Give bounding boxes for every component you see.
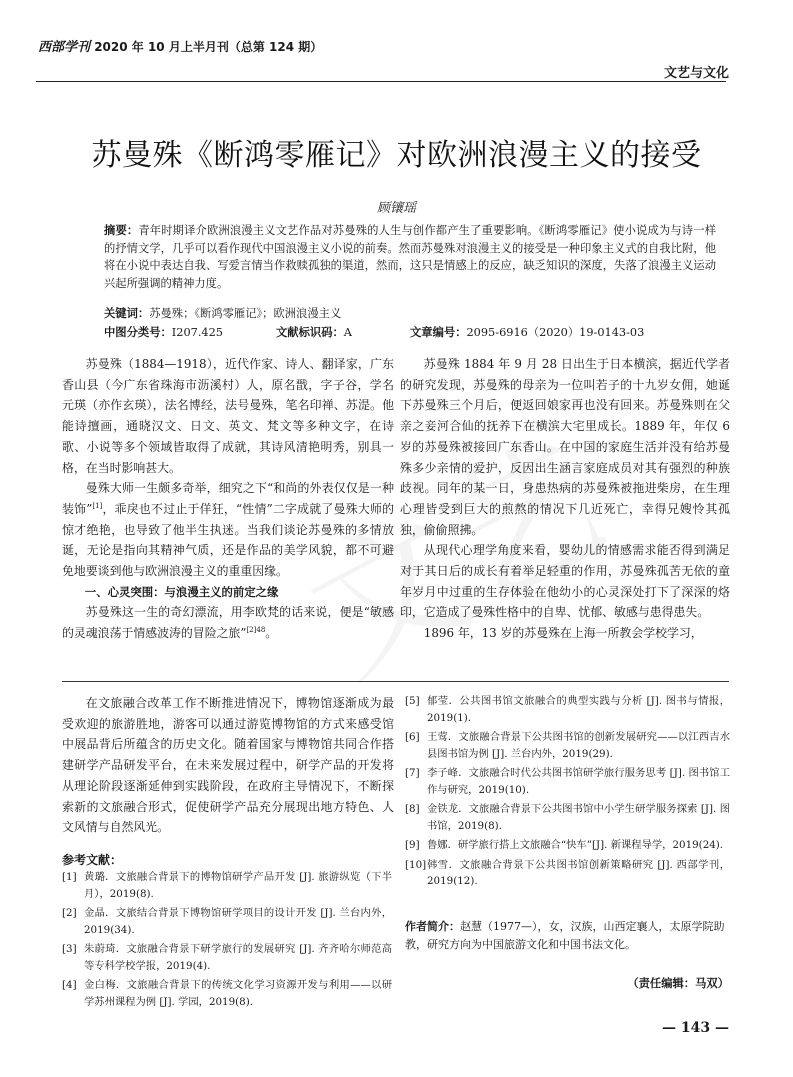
reference-item: [1] 黄璐．文旅融合背景下的博物馆研学产品开发 [J]. 旅游纵览（下半月），2019(8).	[62, 871, 392, 900]
references-left	[62, 869, 392, 1013]
paragraph: 曼殊大师一生颇多奇举，细究之下“和尚的外表仅仅是一种装饰”[1]，乖戾也不过止于佯狂，“性情”二字成就了曼殊大师的惊才绝艳，也导致了他半生执迷。当我们谈论苏曼殊的多情放诞，无论是指向其精神气质，还是作品的美学风貌，都不可避免地要谈到他与欧洲浪漫主义的重重因缘。	[62, 481, 394, 579]
references-right	[405, 693, 730, 893]
reference-item: [10] 韩雪．文旅融合背景下公共图书馆创新策略研究 [J]. 西部学刊，2019(12).	[405, 858, 730, 887]
reference-item: [9] 鲁娜．研学旅行搭上文旅融合“快车”[J]. 新课程导学，2019(24).	[405, 839, 724, 851]
reference-item: [7] 李子峰．文旅融合时代公共图书馆研学旅行服务思考 [J]. 图书馆工作与研究，2019(10).	[405, 767, 730, 796]
reference-item: [6] 王莺．文旅融合背景下公共图书馆的创新发展研究——以江西吉水县图书馆为例 [J]. 兰台内外，2019(29).	[405, 731, 730, 760]
cls-value: I207.425	[171, 326, 223, 339]
citation: [1]	[92, 501, 103, 510]
paragraph: 苏曼殊 1884 年 9 月 28 日出生于日本横滨，据近代学者的研究发现，苏曼殊的母亲为一位叫若子的十九岁女佣，她诞下苏曼殊三个月后，便返回娘家再也没有回来。苏曼殊则在父亲之妾河合仙的抚养下在横滨大宅里成长。1889 年，年仅 6 岁的苏曼殊被接回广东香山。在中国的家庭生活并没有给苏曼殊多少亲情的爱护，反因出生涵言家庭成员对其有强烈的种族歧视。同年的某一日，身患热病的苏曼殊被拖进柴房，在生理心理皆受到巨大的煎熬的情况下几近死亡，幸得兄嫂怜其孤独，偷偷照拂。	[400, 357, 730, 537]
author-note-text: 赵慧（1977—），女，汉族，山西定襄人，太原学院助教，研究方向为中国旅游文化和中国书法文化。	[405, 920, 725, 951]
author-note	[405, 918, 730, 954]
doc-code-value: A	[343, 326, 352, 339]
lower-left-column	[62, 693, 394, 838]
issue-info: 2020 年 10 月上半月刊（总第 124 期）	[94, 40, 323, 54]
reference-item: [8] 金铁龙．文旅融合背景下公共图书馆中小学生研学服务探索 [J]. 图书馆，2019(8).	[405, 803, 730, 832]
abstract-text: 青年时期译介欧洲浪漫主义文艺作品对苏曼殊的人生与创作都产生了重要影响。《断鸿零雁记》使小说成为与诗一样的抒情文学，几乎可以看作现代中国浪漫主义小说的前奏。然而苏曼殊对浪漫主义的接受是一种印象主义式的自我比附，他将在小说中表达自我、写爱言情当作救赎孤独的渠道，然而，这只是情感上的反应，缺乏知识的深度，失落了浪漫主义运动兴起所强调的精神力度。	[104, 224, 716, 290]
paragraph: 从现代心理学角度来看，婴幼儿的情感需求能否得到满足对于其日后的成长有着举足轻重的作用，苏曼殊孤苦无依的童年岁月中过重的生存体验在他幼小的心灵深处打下了深深的烙印，它造成了曼殊性格中的自卑、忧郁、敏感与患得患失。	[400, 543, 730, 620]
reference-item: [2] 金晶．文旅结合背景下博物馆研学项目的设计开发 [J]. 兰台内外，2019(34).	[62, 907, 392, 936]
article-no-value: 2095-6916（2020）19-0143-03	[466, 326, 645, 339]
body-left-column	[62, 354, 394, 644]
references-heading: 参考文献：	[62, 853, 123, 867]
section-heading: 一、心灵突围：与浪漫主义的前定之缘	[84, 584, 279, 599]
keywords	[104, 305, 341, 321]
article-no-label: 文章编号：	[410, 326, 467, 339]
abstract-label: 摘要：	[104, 224, 139, 237]
paragraph: 苏曼殊（1884—1918），近代作家、诗人、翻译家，广东香山县（今广东省珠海市沥溪村）人，原名戬，字子谷，学名元瑛（亦作玄瑛），法名博经，法号曼殊，笔名印禅、苏湜。他能诗擅画，通晓汉文、日文、英文、梵文等多种文字，在诗歌、小说等多个领域皆取得了成就，其诗风清艳明秀，别具一格，在当时影响甚大。	[62, 357, 394, 475]
author-note-label: 作者简介：	[405, 920, 460, 933]
classification-line	[104, 324, 724, 340]
doc-code-label: 文献标识码：	[276, 326, 344, 339]
header-rule	[36, 81, 726, 82]
reference-item: [3] 朱蔚琦．文旅融合背景下研学旅行的发展研究 [J]. 齐齐哈尔师范高等专科学校学报，2019(4).	[62, 943, 392, 972]
article-title: 苏曼殊《断鸿零雁记》对欧洲浪漫主义的接受	[91, 138, 702, 173]
article-divider	[62, 681, 729, 682]
section-name: 文艺与文化	[663, 66, 729, 81]
cls-label: 中图分类号：	[104, 326, 172, 339]
keywords-text: 苏曼殊；《断鸿零雁记》；欧洲浪漫主义	[149, 307, 342, 320]
body-right-column	[400, 354, 730, 644]
paragraph: 苏曼殊这一生的奇幻漂流，用李欧梵的话来说，便是“敏感的灵魂浪荡于情感波涛的冒险之旅”$^{[2]48}$。	[62, 605, 394, 641]
editor-credit: （责任编辑：马双）	[627, 977, 729, 990]
page-number: — 143 —	[662, 1020, 729, 1036]
keywords-label: 关键词：	[104, 307, 150, 320]
abstract	[104, 222, 716, 292]
reference-item: [4] 金白梅．文旅融合背景下的传统文化学习资源开发与利用——以研学苏州课程为例 [J]. 学园，2019(8).	[62, 979, 392, 1008]
paragraph: 1896 年，13 岁的苏曼殊在上海一所教会学校学习，	[423, 626, 703, 641]
paragraph: 在文旅融合改革工作不断推进情况下，博物馆逐渐成为最受欢迎的旅游胜地，游客可以通过游览博物馆的方式来感受馆中展品背后所蕴含的历史文化。随着国家与博物馆共同合作搭建研学产品研发平台，在未来发展过程中，研学产品的开发将从理论阶段逐渐延伸到实践阶段，在政府主导情况下，不断探索新的文旅融合形式，促使研学产品充分展现出地方特色、人文风情与自然风光。	[62, 696, 394, 835]
reference-item: [5] 郁莹．公共图书馆文旅融合的典型实践与分析 [J]. 图书与情报，2019(1).	[405, 695, 730, 724]
journal-logo: 西部学刊	[38, 40, 91, 55]
journal-header	[38, 36, 322, 55]
citation: [2]48	[246, 626, 266, 635]
article-author: 顾镶瑶	[376, 201, 416, 216]
